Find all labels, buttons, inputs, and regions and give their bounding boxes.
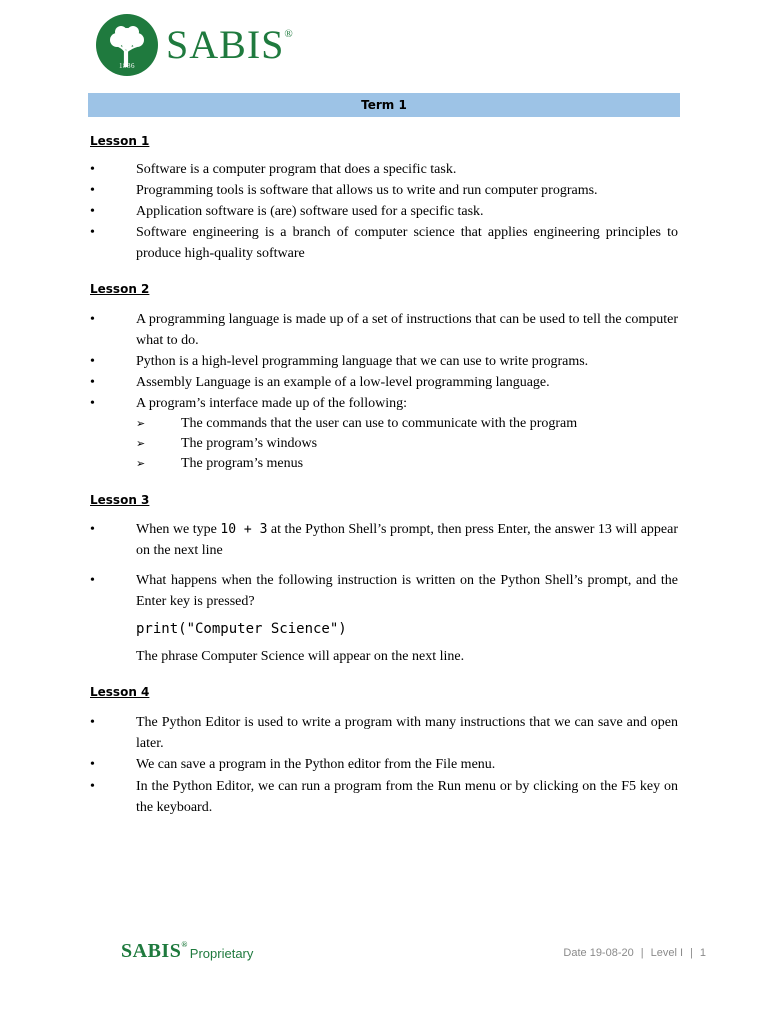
lesson-2-heading: Lesson 2 bbox=[90, 282, 150, 296]
arrow-bullet-icon: ➢ bbox=[136, 437, 146, 450]
list-item: • What happens when the following instruction is written on the Python Shell’s prompt, and the Enter key is pressed? bbox=[90, 570, 678, 612]
bullet-icon: • bbox=[90, 779, 95, 794]
header-logo bbox=[96, 14, 294, 76]
list-item: • Programming tools is software that allows us to write and run computer programs. bbox=[90, 180, 678, 201]
bullet-icon: • bbox=[90, 312, 95, 327]
page-number: 1 bbox=[699, 947, 706, 959]
tree-seal-icon bbox=[96, 14, 158, 76]
bullet-icon: • bbox=[90, 225, 95, 240]
answer-text: The phrase Computer Science will appear on the next line. bbox=[136, 649, 465, 664]
bullet-icon: • bbox=[90, 715, 95, 730]
sub-list-item: ➢ The program’s menus bbox=[136, 454, 303, 474]
list-item: • A program’s interface made up of the following: bbox=[90, 393, 678, 414]
bullet-icon: • bbox=[90, 375, 95, 390]
bullet-icon: • bbox=[90, 354, 95, 369]
list-item: • Software is a computer program that does a specific task. bbox=[90, 159, 678, 180]
bullet-icon: • bbox=[90, 204, 95, 219]
footer-date: Date 19-08-20 bbox=[563, 947, 634, 959]
lesson-1-heading: Lesson 1 bbox=[90, 134, 150, 148]
bullet-icon: • bbox=[90, 396, 95, 411]
footer-brand: SABIS® bbox=[121, 940, 188, 962]
list-item: • The Python Editor is used to write a program with many instructions that we can save and open later. bbox=[90, 712, 678, 754]
bullet-icon: • bbox=[90, 573, 95, 588]
list-item: • We can save a program in the Python editor from the File menu. bbox=[90, 754, 678, 775]
brand-name: SABIS® bbox=[166, 22, 294, 67]
term-title-bar bbox=[88, 93, 680, 117]
sub-list-item: ➢ The commands that the user can use to communicate with the program bbox=[136, 414, 577, 434]
arrow-bullet-icon: ➢ bbox=[136, 457, 146, 470]
list-item: • A programming language is made up of a set of instructions that can be used to tell the computer what to do. bbox=[90, 309, 678, 351]
list-item: • Software engineering is a branch of computer science that applies engineering principles to produce high-quality software bbox=[90, 222, 678, 264]
list-item: • In the Python Editor, we can run a program from the Run menu or by clicking on the F5 key on the keyboard. bbox=[90, 776, 678, 818]
bullet-icon: • bbox=[90, 183, 95, 198]
sub-list-item: ➢ The program’s windows bbox=[136, 434, 317, 454]
arrow-bullet-icon: ➢ bbox=[136, 417, 146, 430]
bullet-icon: • bbox=[90, 162, 95, 177]
list-item: • When we type 10 + 3 at the Python Shell’s prompt, then press Enter, the answer 13 will appear on the next line bbox=[90, 519, 678, 561]
inline-code: 10 + 3 bbox=[220, 522, 268, 537]
footer-meta: Date 19-08-20 | Level I | 1 bbox=[563, 947, 706, 959]
lesson-4-heading: Lesson 4 bbox=[90, 685, 150, 699]
list-item: • Application software is (are) software used for a specific task. bbox=[90, 201, 678, 222]
list-item: • Assembly Language is an example of a low-level programming language. bbox=[90, 372, 678, 393]
term-title: Term 1 bbox=[361, 98, 407, 112]
lesson-3-heading: Lesson 3 bbox=[90, 493, 150, 507]
list-item: • Python is a high-level programming language that we can use to write programs. bbox=[90, 351, 678, 372]
footer-level: Level I bbox=[650, 947, 684, 959]
footer-proprietary: Proprietary bbox=[189, 946, 254, 961]
footer-logo bbox=[121, 940, 253, 963]
code-snippet: print("Computer Science") bbox=[136, 621, 347, 637]
seal-year: 1886 bbox=[119, 62, 135, 70]
bullet-icon: • bbox=[90, 522, 95, 537]
bullet-icon: • bbox=[90, 757, 95, 772]
